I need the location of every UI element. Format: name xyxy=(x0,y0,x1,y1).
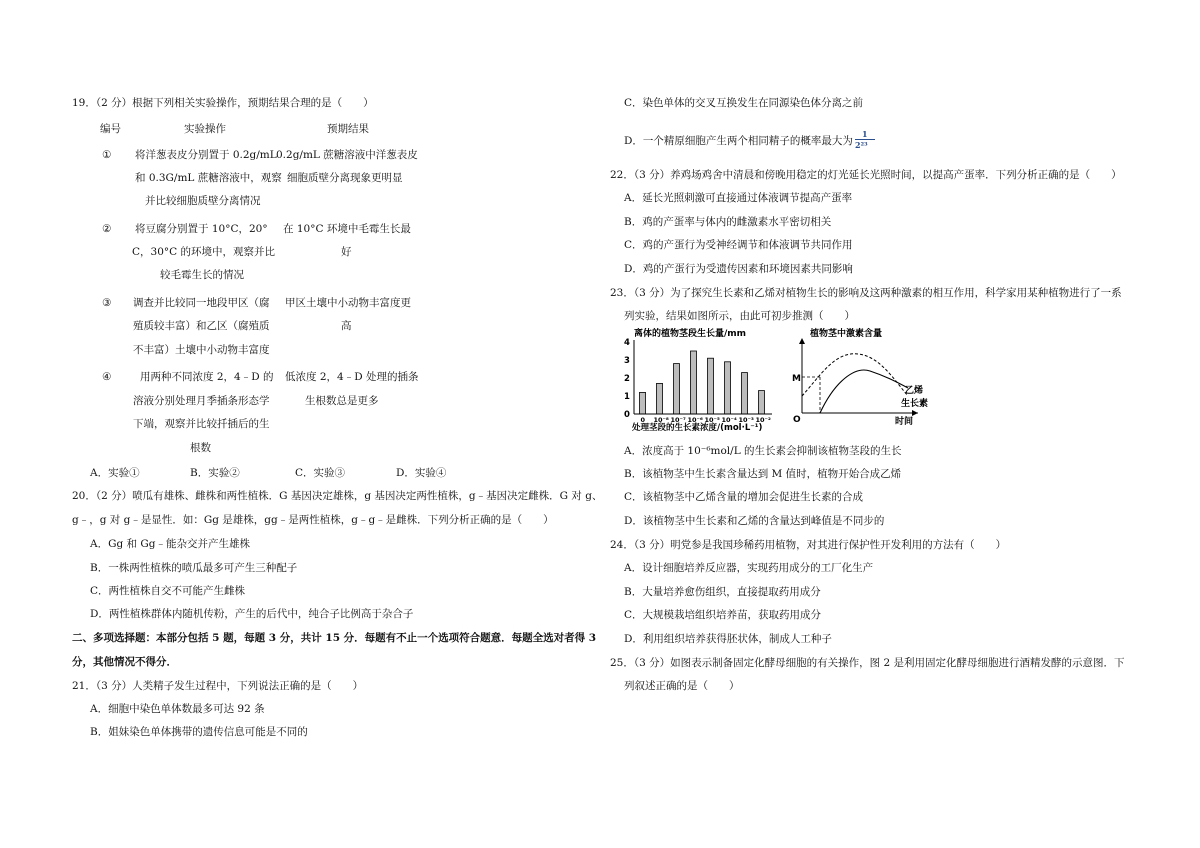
auxin-concentration-bar-chart xyxy=(612,326,787,432)
bar-chart-title: 离体的植物茎段生长量/mm xyxy=(634,329,747,339)
q19-row1-op-3: 并比较细胞质壁分离情况 xyxy=(145,195,261,207)
q21-option-b: B．姐妹染色单体携带的遗传信息可能是不同的 xyxy=(90,726,308,738)
section2-heading-1: 二、多项选择题：本部分包括 5 题，每题 3 分，共计 15 分．每题有不止一个选项符合题意．每题全选对者得 3 xyxy=(72,632,597,644)
bar-chart-y-tick: 1 xyxy=(624,392,630,402)
q20-option-d: D．两性植株群体内随机传粉，产生的后代中，纯合子比例高于杂合子 xyxy=(90,608,414,620)
q23-stem-1: 23．（3 分）为了探究生长素和乙烯对植物生长的影响及这两种激素的相互作用，科学家用某种植物进行了一系 xyxy=(610,287,1122,299)
bar-chart-x-tick: 10⁻⁶ xyxy=(687,416,703,424)
q19-row2-res-2: 好 xyxy=(341,246,352,258)
q20-option-b: B．一株两性植株的喷瓜最多可产生三种配子 xyxy=(90,562,298,574)
q22-option-b: B．鸡的产蛋率与体内的雌激素水平密切相关 xyxy=(624,216,832,228)
hormone-content-line-chart xyxy=(790,326,930,432)
q23-option-a: A．浓度高于 10⁻⁶mol/L 的生长素会抑制该植物茎段的生长 xyxy=(624,445,902,457)
bar-chart-bar xyxy=(657,383,663,414)
q19-row2-op-2: C，30°C 的环境中，观察并比 xyxy=(132,246,276,258)
q19-row4-res-2: 生根数总是更多 xyxy=(305,395,379,407)
bar-chart-x-tick: 0 xyxy=(640,416,646,424)
bar-chart-x-tick: 10⁻⁸ xyxy=(653,416,669,424)
line-chart-x-label: 时间 xyxy=(895,417,914,427)
q19-row4-op-4: 根数 xyxy=(190,442,211,454)
q19-header-id: 编号 xyxy=(100,123,121,135)
bar-chart-y-tick: 0 xyxy=(624,410,630,420)
q20-stem-1: 20．（2 分）喷瓜有雄株、雌株和两性植株．G 基因决定雄株，g 基因决定两性植株，g﹣基因决定雌株．G 对 g、 xyxy=(72,490,603,502)
bar-chart-bar xyxy=(742,373,748,414)
q25-stem-2: 列叙述正确的是（ ） xyxy=(624,680,740,692)
q24-option-b: B．大量培养愈伤组织，直接提取药用成分 xyxy=(624,586,821,598)
q22-option-a: A．延长光照刺激可直接通过体液调节提高产蛋率 xyxy=(624,192,853,204)
q22-option-c: C．鸡的产蛋行为受神经调节和体液调节共同作用 xyxy=(624,239,853,251)
line-chart-title: 植物茎中激素含量 xyxy=(810,329,883,339)
bar-chart-x-tick: 10⁻³ xyxy=(738,416,754,424)
q19-header-op: 实验操作 xyxy=(184,123,226,135)
q23-option-b: B．该植物茎中生长素含量达到 M 值时，植物开始合成乙烯 xyxy=(624,468,902,480)
q20-option-a: A．Gg 和 Gg﹣能杂交并产生雄株 xyxy=(90,538,250,550)
bar-chart-x-tick: 10⁻⁴ xyxy=(721,416,737,424)
q19-row4-op-1: 用两种不同浓度 2，4﹣D 的 xyxy=(140,371,274,383)
q19-row3-op-3: 不丰富）土壤中小动物丰富度 xyxy=(133,344,270,356)
bar-chart-bar xyxy=(640,392,646,414)
q24-stem: 24．（3 分）明党参是我国珍稀药用植物，对其进行保护性开发利用的方法有（ ） xyxy=(610,539,1007,551)
bar-chart-y-tick: 4 xyxy=(624,338,630,348)
ethylene-label: 乙烯 xyxy=(905,386,924,396)
bar-chart-x-tick: 10⁻⁷ xyxy=(670,416,686,424)
q19-row4-op-3: 下端，观察并比较扦插后的生 xyxy=(133,418,270,430)
q20-option-c: C．两性植株自交不可能产生雌株 xyxy=(90,585,246,597)
auxin-label: 生长素 xyxy=(901,399,929,409)
line-chart-y-arrow xyxy=(799,338,805,344)
q19-row4-op-2: 溶液分别处理月季插条形态学 xyxy=(133,395,270,407)
q24-option-d: D．利用组织培养获得胚状体，制成人工种子 xyxy=(624,633,832,645)
q19-row1-id: ① xyxy=(102,149,112,161)
bar-chart-y-tick: 2 xyxy=(624,374,630,384)
q24-option-c: C．大规模栽培组织培养苗，获取药用成分 xyxy=(624,609,822,621)
q21-option-d: D．一个精原细胞产生两个相同精子的概率最大为 xyxy=(624,135,853,147)
q19-row2-id: ② xyxy=(102,223,112,235)
q19-row1-res-1: 0.2g/mL 蔗糖溶液中洋葱表皮 xyxy=(276,149,418,161)
q19-header-res: 预期结果 xyxy=(327,123,369,135)
q21-option-d-fraction-numerator: 1 xyxy=(862,129,868,139)
bar-chart-bar xyxy=(708,358,714,414)
q23-option-c: C．该植物茎中乙烯含量的增加会促进生长素的合成 xyxy=(624,491,864,503)
q19-row3-res-1: 甲区土壤中小动物丰富度更 xyxy=(285,297,411,309)
bar-chart-bar xyxy=(725,362,731,414)
q19-row2-res-1: 在 10°C 环境中毛霉生长最 xyxy=(283,223,411,235)
bar-chart-bar xyxy=(759,391,765,414)
ethylene-curve xyxy=(820,370,908,413)
q19-row3-id: ③ xyxy=(102,297,112,309)
q19-row3-res-2: 高 xyxy=(341,320,352,332)
bar-chart-x-tick: 10⁻⁵ xyxy=(704,416,720,424)
section2-heading-2: 分，其他情况不得分． xyxy=(72,656,177,668)
q19-row3-op-2: 殖质较丰富）和乙区（腐殖质 xyxy=(133,320,270,332)
q19-row3-op-1: 调查并比较同一地段甲区（腐 xyxy=(133,297,270,309)
q19-row4-res-1: 低浓度 2，4﹣D 处理的插条 xyxy=(285,371,419,383)
bar-chart-x-tick: 10⁻² xyxy=(755,416,771,424)
q21-option-c: C．染色单体的交叉互换发生在同源染色体分离之前 xyxy=(624,97,864,109)
q19-stem: 19．（2 分）根据下列相关实验操作，预期结果合理的是（ ） xyxy=(72,97,374,109)
q19-option-c: C．实验③ xyxy=(295,467,346,479)
q22-option-d: D．鸡的产蛋行为受遗传因素和环境因素共同影响 xyxy=(624,263,853,275)
q19-option-a: A．实验① xyxy=(90,467,140,479)
line-chart-m-label: M xyxy=(792,374,801,384)
q19-option-d: D．实验④ xyxy=(396,467,447,479)
q19-option-b: B．实验② xyxy=(190,467,240,479)
q19-row1-res-2: 细胞质壁分离现象更明显 xyxy=(287,172,403,184)
line-chart-origin: O xyxy=(793,415,801,425)
q19-row2-op-3: 较毛霉生长的情况 xyxy=(160,269,244,281)
line-chart-x-arrow xyxy=(912,410,918,416)
q25-stem-1: 25．（3 分）如图表示制备固定化酵母细胞的有关操作，图 2 是利用固定化酵母细胞进行酒精发酵的示意图．下 xyxy=(610,657,1125,669)
q19-row4-id: ④ xyxy=(102,371,112,383)
q24-option-a: A．设计细胞培养反应器，实现药用成分的工厂化生产 xyxy=(624,562,874,574)
bar-chart-x-label: 处理茎段的生长素浓度/(mol·L⁻¹) xyxy=(632,423,763,432)
bar-chart-y-tick: 3 xyxy=(624,356,630,366)
q20-stem-2: g﹣，g 对 g﹣是显性．如：Gg 是雄株，gg﹣是两性植株，g﹣g﹣是雌株．下列分析正确的是（ ） xyxy=(72,514,554,526)
q19-row1-op-1: 将洋葱表皮分别置于 0.2g/mL xyxy=(135,149,277,161)
q23-option-d: D．该植物茎中生长素和乙烯的含量达到峰值是不同步的 xyxy=(624,515,885,527)
q23-stem-2: 列实验，结果如图所示，由此可初步推测（ ） xyxy=(624,310,855,322)
q19-row1-op-2: 和 0.3G/mL 蔗糖溶液中，观察 xyxy=(135,172,282,184)
bar-chart-bar xyxy=(691,351,697,414)
q21-option-a: A．细胞中染色单体数最多可达 92 条 xyxy=(90,703,265,715)
q21-option-d-fraction-denominator: 2²³ xyxy=(855,140,868,150)
bar-chart-bar xyxy=(674,364,680,414)
q19-row2-op-1: 将豆腐分别置于 10°C，20° xyxy=(135,223,268,235)
auxin-curve xyxy=(802,354,908,396)
q22-stem: 22．（3 分）养鸡场鸡舍中清晨和傍晚用稳定的灯光延长光照时间，以提高产蛋率．下列分析正确的是（ ） xyxy=(610,169,1122,181)
q21-stem: 21．（3 分）人类精子发生过程中，下列说法正确的是（ ） xyxy=(72,680,364,692)
